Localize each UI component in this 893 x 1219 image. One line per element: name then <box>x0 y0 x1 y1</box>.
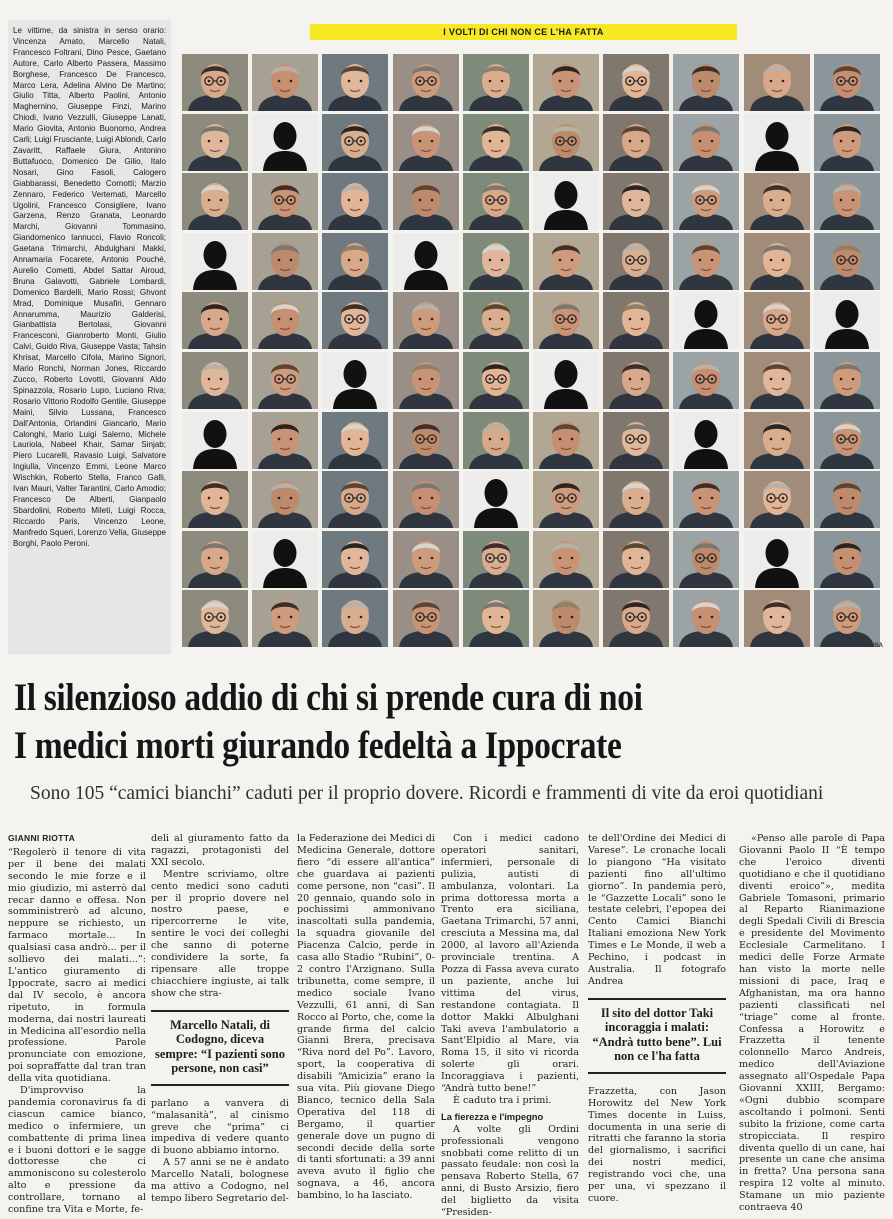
silhouette-placeholder <box>673 412 739 469</box>
doctor-portrait <box>463 531 529 588</box>
doctor-portrait <box>744 412 810 469</box>
section-heading: La fierezza e l'impegno <box>441 1110 544 1122</box>
article-column-2 <box>151 833 289 1205</box>
doctor-portrait <box>393 531 459 588</box>
doctor-portrait <box>814 233 880 290</box>
doctor-portrait <box>252 471 318 528</box>
doctor-portrait <box>182 590 248 647</box>
silhouette-placeholder <box>182 233 248 290</box>
silhouette-placeholder <box>322 352 388 409</box>
paragraph: la Federazione dei Medici di Medicina Generale, dottore fiero “di essere all'antica” che guardava ai pazienti come persone, non “casi”. Il 20 gennaio, quando solo in pochissimi ammonivano inascoltati sulla pandemia, la squadra giovanile del Piacenza Calcio, perde in casa allo Stadio “Rubini”, 0-2 contro l'Arzignano. Sulla tribunetta, come sempre, il medico sociale Ivano Vezzulli, 61 anni, di San Rocco al Porto, che, come la grande firma del calcio Gianni Brera, precisava “Riva nord del Po”. Lavoro, sport, la cooperativa di disabili “Amicizia” erano la sua vita. Più giovane Diego Bianco, tecnico della Sala Operativa del 118 di Bergamo, il quartier generale dove un pugno di secondi decide della sorte di tanti sfortunati: a 39 anni aveva avuto il figlio che sognava, a 46, ancora bambino, lo ha lasciato. <box>297 833 435 1202</box>
doctor-portrait <box>393 352 459 409</box>
doctor-portrait <box>673 471 739 528</box>
doctor-portrait <box>673 114 739 171</box>
paragraph: «Penso alle parole di Papa Giovanni Paolo II “È tempo che l'eroico diventi quotidiano e che il quotidiano diventi eroico”», medita Gabriele Tomasoni, primario al Reparto Rianimazione degli Spedali Civili di Brescia e presidente del Movimento Ecclesiale Carmelitano. I medici delle Forze Armate han visto la morte nelle missioni di pace, Iraq e Afghanistan, ma ora hanno pazienti classificati nel “triage” come al fronte. Confessa a Horowitz e Frazzetta il tenente colonnello Marco Andreis, medico dell'Aviazione assegnato all'Ospedale Papa Giovanni XXIII, Bergamo: «Ogni dubbio scompare ascoltando i polmoni. Senti subito la frizione, come carta stropicciata. Il respiro diventa quello di un cane, hai presente un cane che ansima in fretta? Una persona sana respira 12 volte al minuto. Stamane un mio paziente contraeva 40 <box>739 833 885 1214</box>
doctor-portrait <box>182 471 248 528</box>
doctor-portrait <box>673 590 739 647</box>
doctor-portrait <box>252 54 318 111</box>
paragraph: È caduto tra i primi. <box>453 1094 552 1106</box>
doctor-portrait <box>603 471 669 528</box>
doctor-portrait <box>393 590 459 647</box>
doctor-portrait <box>533 233 599 290</box>
doctor-portrait <box>252 590 318 647</box>
doctor-portrait <box>744 173 810 230</box>
doctor-portrait <box>393 173 459 230</box>
silhouette-placeholder <box>252 114 318 171</box>
article-column-3 <box>297 833 435 1202</box>
headline-line-2: I medici morti giurando fedeltà a Ippocrate <box>14 724 622 767</box>
doctor-portrait <box>533 471 599 528</box>
doctor-portrait <box>533 412 599 469</box>
doctor-portrait <box>182 173 248 230</box>
doctor-portrait <box>393 54 459 111</box>
doctor-portrait <box>533 114 599 171</box>
doctor-portrait <box>463 114 529 171</box>
doctor-portrait <box>393 292 459 349</box>
article-column-6 <box>739 833 885 1214</box>
article-column-4 <box>441 833 579 1219</box>
paragraph: “Regolerò il tenore di vita per il bene dei malati secondo le mie forze e il mio giudizio, mi asterrò dal recar danno e offesa. Non somministrerò ad alcuno, neppure se richiesto, un farmaco mortale... In qualsiasi casa andrò... per il sollievo dei malati...”: L'antico giuramento di Ippocrate, sacro ai medici dal IV secolo, è ancora ripetuto, in formula moderna, dai nostri laureati in Medicina all'esordio nella professione. Parole pronunciate con emozione, poi sopraffatte dal tran tran della vita quotidiana. <box>8 846 146 1085</box>
silhouette-placeholder <box>182 412 248 469</box>
doctor-portrait <box>533 590 599 647</box>
photo-credit: ANSA <box>866 643 884 649</box>
doctor-portrait <box>463 233 529 290</box>
doctor-portrait <box>673 531 739 588</box>
silhouette-placeholder <box>533 352 599 409</box>
silhouette-placeholder <box>744 114 810 171</box>
doctor-portrait <box>182 352 248 409</box>
doctor-portrait <box>463 292 529 349</box>
doctor-portrait <box>322 173 388 230</box>
doctor-portrait <box>673 352 739 409</box>
doctor-portrait <box>463 54 529 111</box>
doctor-portrait <box>744 471 810 528</box>
headline-line-1: Il silenzioso addio di chi si prende cura di noi <box>14 676 643 719</box>
victims-names-text: Le vittime, da sinistra in senso orario: Vincenza Amato, Marcello Natali, Francesco Foltrani, Dino Pesce, Gaetano Autore, Carlo Alberto Passera, Massimo Borghese, Francesco De Francesco, Marco Lera, Adelina Alvino De Martino; Giulio Titta, Alberto Paolini, Antonio Maghernino, Giuseppe Finzi, Marino Chiodi, Ivano Vezzulli, Giuseppe Lanati, Mario Giovita, Antonio Buonomo, Andrea Carli; Luigi Frusciante, Luigi Ablondi, Carlo Zavaritt, Raffaele Giura, Antonino Buttafuoco, Domenico De Gilio, Italo Nosari, Gino Fasoli, Calogero Giabbarassi, Benedetto Cornotti; Marzio Zennaro, Federico Vertemati, Marcello Ugolini, Francesco Consigliere, Ivano Garzena, Renzo Granata, Leonardo Marchi, Giovanni Tommasino, Giandomenico Iannucci, Flavio Roncoli; Gaetana Trimarchi, Abdulghani Makki, Annamaria Focarete, Antonio Pouché, Aurelio Cometti, Abdel Sattar Airoud, Bruna Galavotti, Gabriele Lombardi, Domenico Bardelli, Mario Rossi; Ghvont Mrad, Dominique Musafiri, Gennaro Annarumma, Maurizio Galderisi, Gianbattista Bertolasi, Giovanni Francesconi, Gianroberto Monti, Giulio Calvi, Guido Riva, Giuseppe Vasta; Tahsin Khrisat, Marcello Cifola, Marino Signori, Mario Ronchi, Norman Jones, Riccardo Zucco, Roberto Lovotti, Giovanni Aldo Spinazzola, Rosario Lupo, Luciano Riva; Rosario Vittorio Rodolfo Gentile, Giuseppe Maini, Silvio Lussana, Francesco Dall'Antonia, Orlandini Giancarlo, Mario Calonghi, Mario Luigi Salerno, Michele Lauriola, Nabeel Khair, Samar Sinjab; Piero Lucarelli, Ravasio Luigi, Salvatore Ingiulla, Vincenzo Emmi, Leone Marco Wischkin, Roberto Stella, Franco Galli, Ivan Mauri, Valter Tarantini, Carlo Amodio; Francesco De Alberti, Gianpaolo Sbardolini, Roberto Mileti, Luigi Rocca, Riccardo Paris, Vincenzo Leone, Manfredo Squeri, Lorenzo Vella, Giuseppe Borghi, Paolo Peroni. <box>13 26 166 548</box>
doctor-portrait <box>603 233 669 290</box>
paragraph: te dell'Ordine dei Medici di Varese”. Le cronache locali lo piangono “Ha visitato pazienti fino all'ultimo giorno”. In pandemia però, le “Gazzette Locali” sono le testate celebri, l'epopea dei Cento Camici Bianchi Italiani emoziona New York Times e Le Monde, il web a Pechino, i podcast in Australia. Il fotografo Andrea <box>588 833 726 987</box>
paragraph: A volte gli Ordini professionali vengono snobbati come relitto di un passato feudale: non così la pensava Roberto Stella, 67 anni, di Busto Arsizio, fiero del biglietto da visita “Presiden- <box>441 1123 579 1219</box>
silhouette-placeholder <box>744 531 810 588</box>
doctor-portrait <box>814 352 880 409</box>
paragraph: Con i medici cadono operatori sanitari, infermieri, personale di pulizia, autisti di ambulanza, volontari. La prima dottoressa morta a Trento era siciliana, Gaetana Trimarchi, 57 anni, cresciuta a Messina ma, dal 2000, al lavoro all'Azienda provinciale trentina. A Pozza di Fassa aveva curato un paziente, anche lui vittima del virus, restandone contagiata. Il dottor Makki Albulghani Taki aveva l'ambulatorio a Sant'Elpidio al Mare, via Roma 15, il sito vi ricorda solerte gli orari. Incoraggiava i pazienti, “Andrà tutto bene!” <box>441 833 579 1095</box>
pull-quote-natali: Marcello Natali, di Codogno, diceva sempre: “I pazienti sono persone, non casi” <box>151 1010 289 1086</box>
doctor-portrait <box>182 531 248 588</box>
doctor-portrait <box>463 352 529 409</box>
silhouette-placeholder <box>533 173 599 230</box>
doctor-portrait <box>603 590 669 647</box>
doctor-portrait <box>252 173 318 230</box>
doctor-portrait <box>463 173 529 230</box>
doctor-portrait <box>603 173 669 230</box>
paragraph: D'improvviso la pandemia coronavirus fa di ciascun camice bianco, medico o infermiere, un combattente di prima linea e i buoni dottori e le sagge dottoresse che ci ammoniscono su colesterolo alto e pressione da controllare, tornano al confine tra Vita e Morte, fe- <box>8 1085 146 1216</box>
doctor-portrait <box>533 292 599 349</box>
doctor-portrait <box>533 54 599 111</box>
doctor-portrait <box>814 471 880 528</box>
doctor-portrait <box>744 590 810 647</box>
victims-names-sidebar <box>8 20 171 654</box>
doctor-portrait <box>182 114 248 171</box>
photo-section-banner: I VOLTI DI CHI NON CE L'HA FATTA <box>310 24 737 40</box>
doctor-portrait <box>463 412 529 469</box>
silhouette-placeholder <box>814 292 880 349</box>
doctor-portrait <box>463 590 529 647</box>
doctor-portrait <box>744 352 810 409</box>
doctor-portrait <box>533 531 599 588</box>
doctor-portrait <box>814 531 880 588</box>
doctor-portrait <box>603 531 669 588</box>
subheadline: Sono 105 “camici bianchi” caduti per il proprio dovere. Ricordi e frammenti di vite da eroi quotidiani <box>30 783 824 804</box>
doctor-portrait <box>252 292 318 349</box>
silhouette-placeholder <box>393 233 459 290</box>
doctor-portrait <box>814 173 880 230</box>
doctor-portrait <box>322 412 388 469</box>
paragraph: Frazzetta, con Jason Horowitz del New York Times docente in Luiss, documenta in una serie di ritratti che faranno la storia del giornalismo, i sacrifici dei nostri medici, registrando voci che, una per una, vi spezzano il cuore. <box>588 1085 726 1204</box>
doctor-portrait <box>603 352 669 409</box>
doctor-portrait <box>814 412 880 469</box>
doctor-portrait <box>322 471 388 528</box>
doctor-portrait <box>182 292 248 349</box>
paragraph: deli al giuramento fatto da ragazzi, protagonisti del XXI secolo. <box>151 833 289 868</box>
doctor-portrait <box>393 114 459 171</box>
doctor-portrait <box>814 54 880 111</box>
doctor-portrait <box>673 173 739 230</box>
doctor-portrait <box>322 590 388 647</box>
silhouette-placeholder <box>463 471 529 528</box>
doctor-portrait <box>393 412 459 469</box>
doctor-portrait <box>744 54 810 111</box>
pull-quote-taki: Il sito del dottor Taki incoraggia i malati: “Andrà tutto bene”. Lui non ce l'ha fatta <box>588 998 726 1074</box>
doctor-portrait <box>393 471 459 528</box>
doctor-portrait <box>814 590 880 647</box>
doctor-portrait <box>814 114 880 171</box>
doctor-portrait <box>603 292 669 349</box>
doctor-portrait <box>322 531 388 588</box>
doctor-portrait <box>744 233 810 290</box>
article-column-5 <box>588 833 726 1205</box>
doctor-portrait <box>603 54 669 111</box>
doctor-portrait <box>322 292 388 349</box>
byline: GIANNI RIOTTA <box>8 833 76 843</box>
doctor-portrait <box>603 114 669 171</box>
silhouette-placeholder <box>252 531 318 588</box>
doctor-portrait <box>322 54 388 111</box>
doctor-portrait <box>182 54 248 111</box>
doctor-portrait <box>252 412 318 469</box>
doctor-portrait <box>744 292 810 349</box>
portrait-grid <box>182 54 890 647</box>
paragraph: Mentre scriviamo, oltre cento medici sono caduti per il proprio dovere nel nostro paese, e ripercorrerne le vite, sentire le voci dei colleghi che sanno di poterne condividere la sorte, fa ripensare alle troppe chiacchiere ingiuste, ai talk show che stra- <box>151 868 289 999</box>
doctor-portrait <box>322 233 388 290</box>
doctor-portrait <box>603 412 669 469</box>
paragraph: parlano a vanvera di “malasanità”, al cinismo greve che “prima” ci impediva di vedere quanto di buono abbiamo intorno. <box>151 1097 289 1157</box>
doctor-portrait <box>673 233 739 290</box>
doctor-portrait <box>252 233 318 290</box>
doctor-portrait <box>322 114 388 171</box>
doctor-portrait <box>252 352 318 409</box>
silhouette-placeholder <box>673 292 739 349</box>
paragraph: A 57 anni se ne è andato Marcello Natali, bolognese ma attivo a Codogno, nel tempo libero Segretario del- <box>151 1157 289 1204</box>
doctor-portrait <box>673 54 739 111</box>
article-column-1 <box>8 833 146 1216</box>
